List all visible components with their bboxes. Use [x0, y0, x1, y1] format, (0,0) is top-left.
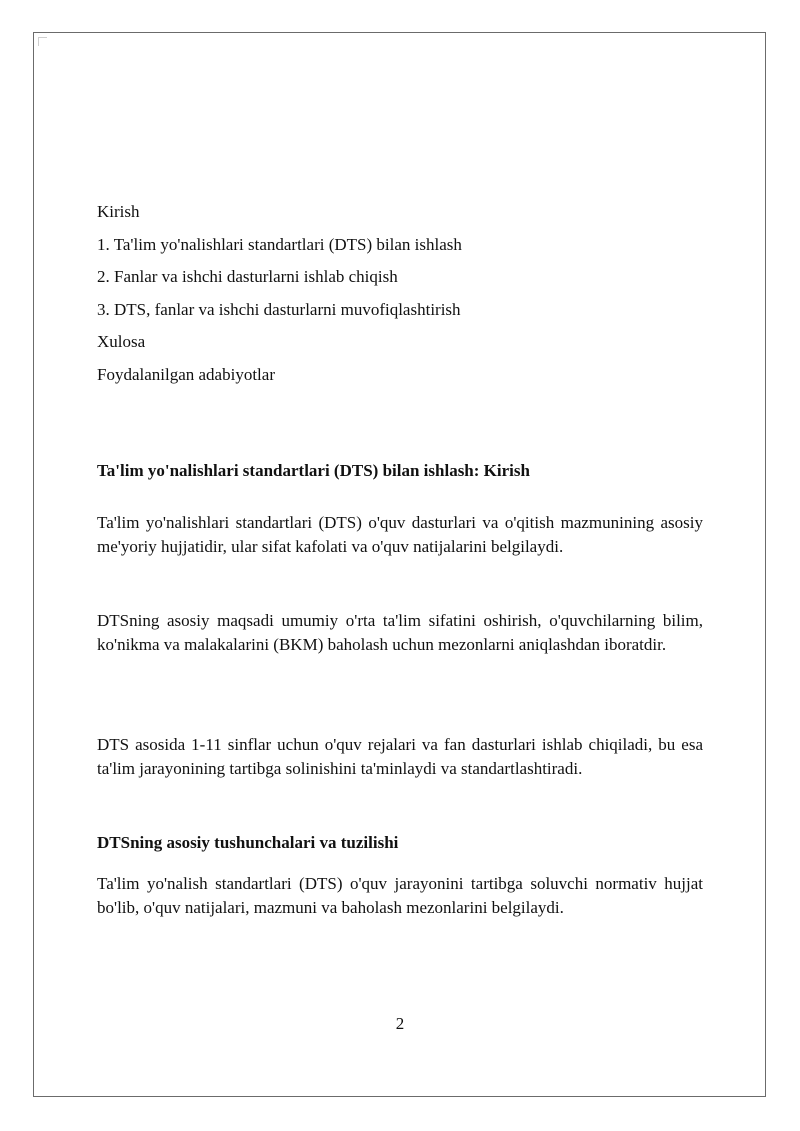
page-number: 2	[395, 1014, 405, 1033]
toc-item-3: 3. DTS, fanlar va ishchi dasturlarni muvofiqlashtirish	[97, 300, 461, 319]
toc-item-references: Foydalanilgan adabiyotlar	[97, 365, 275, 384]
section-heading-intro: Ta'lim yo'nalishlari standartlari (DTS) bilan ishlash: Kirish	[97, 461, 530, 480]
paragraph: Ta'lim yo'nalishlari standartlari (DTS) o'quv dasturlari va o'qitish mazmunining asosiy me'yoriy hujjatidir, ular sifat kafolati va o'quv natijalarini belgilaydi.	[97, 513, 703, 556]
toc-item-intro: Kirish	[97, 202, 140, 221]
paragraph: Ta'lim yo'nalish standartlari (DTS) o'quv jarayonini tartibga soluvchi normativ hujjat bo'lib, o'quv natijalari, mazmuni va baholash mezonlarini belgilaydi.	[97, 874, 703, 917]
toc-item-2: 2. Fanlar va ishchi dasturlarni ishlab chiqish	[97, 267, 398, 286]
toc-item-conclusion: Xulosa	[97, 332, 146, 351]
toc-item-1: 1. Ta'lim yo'nalishlari standartlari (DTS) bilan ishlash	[97, 235, 462, 254]
paragraph: DTS asosida 1-11 sinflar uchun o'quv rejalari va fan dasturlari ishlab chiqiladi, bu esa ta'lim jarayonining tartibga solinishini ta'minlaydi va standartlashtiradi.	[97, 735, 703, 778]
page-frame	[33, 32, 766, 1097]
paragraph: DTSning asosiy maqsadi umumiy o'rta ta'lim sifatini oshirish, o'quvchilarning bilim, ko'nikma va malakalarini (BKM) baholash uchun mezonlarni aniqlashdan iboratdir.	[97, 611, 703, 654]
section-heading-concepts: DTSning asosiy tushunchalari va tuzilishi	[97, 833, 399, 852]
corner-crop-mark	[38, 37, 47, 46]
